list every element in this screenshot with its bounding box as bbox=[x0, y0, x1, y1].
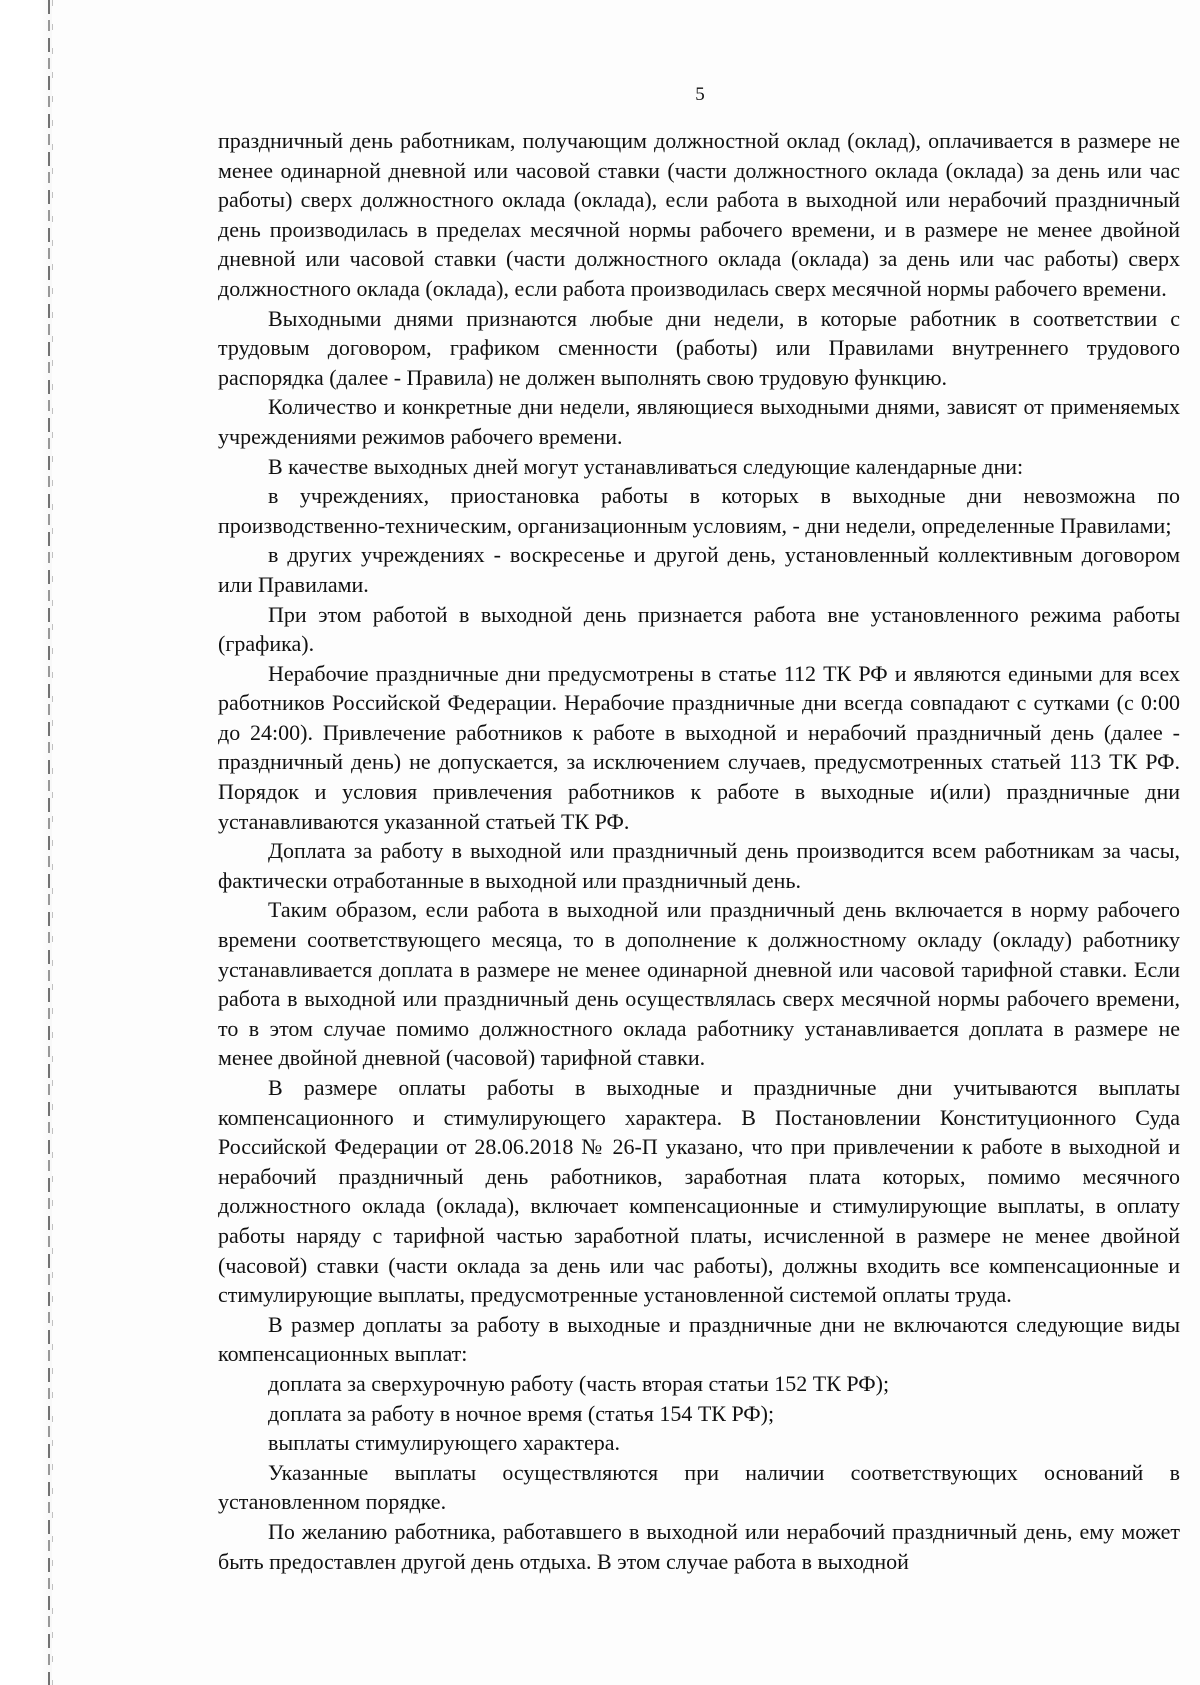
scan-binding-line-secondary bbox=[52, 0, 53, 1685]
paragraph-surcharge-rules: Таким образом, если работа в выходной или праздничный день включается в норму рабочего времени соответствующего месяца, то в дополнение к должностному окладу (окладу) работнику устанавливается доплата в размере не менее одинарной дневной или часовой тарифной ставки. Если работа в выходной или праздничный день осуществлялась сверх месячной нормы рабочего времени, то в этом случае помимо должностного оклада работнику устанавливается доплата в размере не менее двойной дневной (часовой) тарифной ставки. bbox=[218, 897, 1180, 1071]
paragraph-weekend-definition: Выходными днями признаются любые дни недели, в которые работник в соответствии с трудовым договором, графиком сменности (работы) или Правилами внутреннего трудового распорядка (далее - Правила) не должен выполнять свою трудовую функцию. bbox=[218, 305, 1180, 390]
paragraph-surcharge-hours: Доплата за работу в выходной или праздничный день производится всем работникам за часы, фактически отработанные в выходной или праздничный день. bbox=[218, 838, 1180, 893]
scan-edge-shadow bbox=[0, 0, 52, 1685]
page-number: 5 bbox=[695, 84, 705, 105]
paragraph-continuation: праздничный день работникам, получающим должностной оклад (оклад), оплачивается в размере не менее одинарной дневной или часовой ставки (части должностного оклада (оклада) за день или час работы) сверх должностного оклада (оклада), если работа в выходной или нерабочий праздничный день производилась в пределах месячной нормы рабочего времени, и в размере не менее двойной дневной или часовой ставки (части должностного оклада (оклада) за день или час работы) сверх должностного оклада (оклада), если работа производилась сверх месячной нормы рабочего времени. bbox=[218, 128, 1180, 301]
paragraph-excluded-payments-intro: В размер доплаты за работу в выходные и праздничные дни не включаются следующие виды компенсационных выплат: bbox=[218, 1311, 1180, 1367]
paragraph-other-institutions: в других учреждениях - воскресенье и другой день, установленный коллективным договором или Правилами. bbox=[218, 542, 1180, 597]
paragraph-continuous-institutions: в учреждениях, приостановка работы в которых в выходные дни невозможна по производственно-техническим, организационным условиям, - дни недели, определенные Правилами; bbox=[218, 483, 1180, 538]
body-text bbox=[218, 126, 1180, 1576]
paragraph-weekend-days-intro: В качестве выходных дней могут устанавливаться следующие календарные дни: bbox=[268, 453, 1024, 479]
paragraph-day-off-option: По желанию работника, работавшего в выходной или нерабочий праздничный день, ему может быть предоставлен другой день отдыха. В этом случае работа в выходной bbox=[218, 1518, 1180, 1574]
paragraph-constitutional-court: В размере оплаты работы в выходные и праздничные дни учитываются выплаты компенсационного и стимулирующего характера. В Постановлении Конституционного Суда Российской Федерации от 28.06.2018 № 26-П указано, что при привлечении к работе в выходной и нерабочий праздничный день работников, заработная плата которых, помимо месячного должностного оклада (оклада), включает компенсационные и стимулирующие выплаты, в оплату работы наряду с тарифной частью заработной платы, исчисленной в размере не менее двойной (часовой) ставки (части оклада за день или час работы), должны входить все компенсационные и стимулирующие выплаты, предусмотренные установленной системой оплаты труда. bbox=[218, 1075, 1180, 1308]
paragraph-holidays: Нерабочие праздничные дни предусмотрены в статье 112 ТК РФ и являются едиными для всех работников Российской Федерации. Нерабочие праздничные дни всегда совпадают с сутками (с 0:00 до 24:00). Привлечение работников к работе в выходной и нерабочий праздничный день (далее - праздничный день) не допускается, за исключением случаев, предусмотренных статьей 113 ТК РФ. Порядок и условия привлечения работников к работе в выходные и(или) праздничные дни устанавливаются указанной статьей ТК РФ. bbox=[218, 660, 1180, 834]
paragraph-payments-basis: Указанные выплаты осуществляются при наличии соответствующих оснований в установленном порядке. bbox=[218, 1459, 1180, 1515]
paragraph-weekend-count: Количество и конкретные дни недели, являющиеся выходными днями, зависят от применяемых учреждениями режимов рабочего времени. bbox=[218, 394, 1180, 449]
list-item-incentive: выплаты стимулирующего характера. bbox=[268, 1430, 620, 1456]
list-item-night-work: доплата за работу в ночное время (статья 154 ТК РФ); bbox=[268, 1400, 775, 1426]
paragraph-weekend-work-definition: При этом работой в выходной день признается работа вне установленного режима работы (графика). bbox=[218, 601, 1180, 657]
scan-binding-line bbox=[48, 0, 50, 1685]
list-item-overtime: доплата за сверхурочную работу (часть вторая статьи 152 ТК РФ); bbox=[268, 1370, 890, 1396]
